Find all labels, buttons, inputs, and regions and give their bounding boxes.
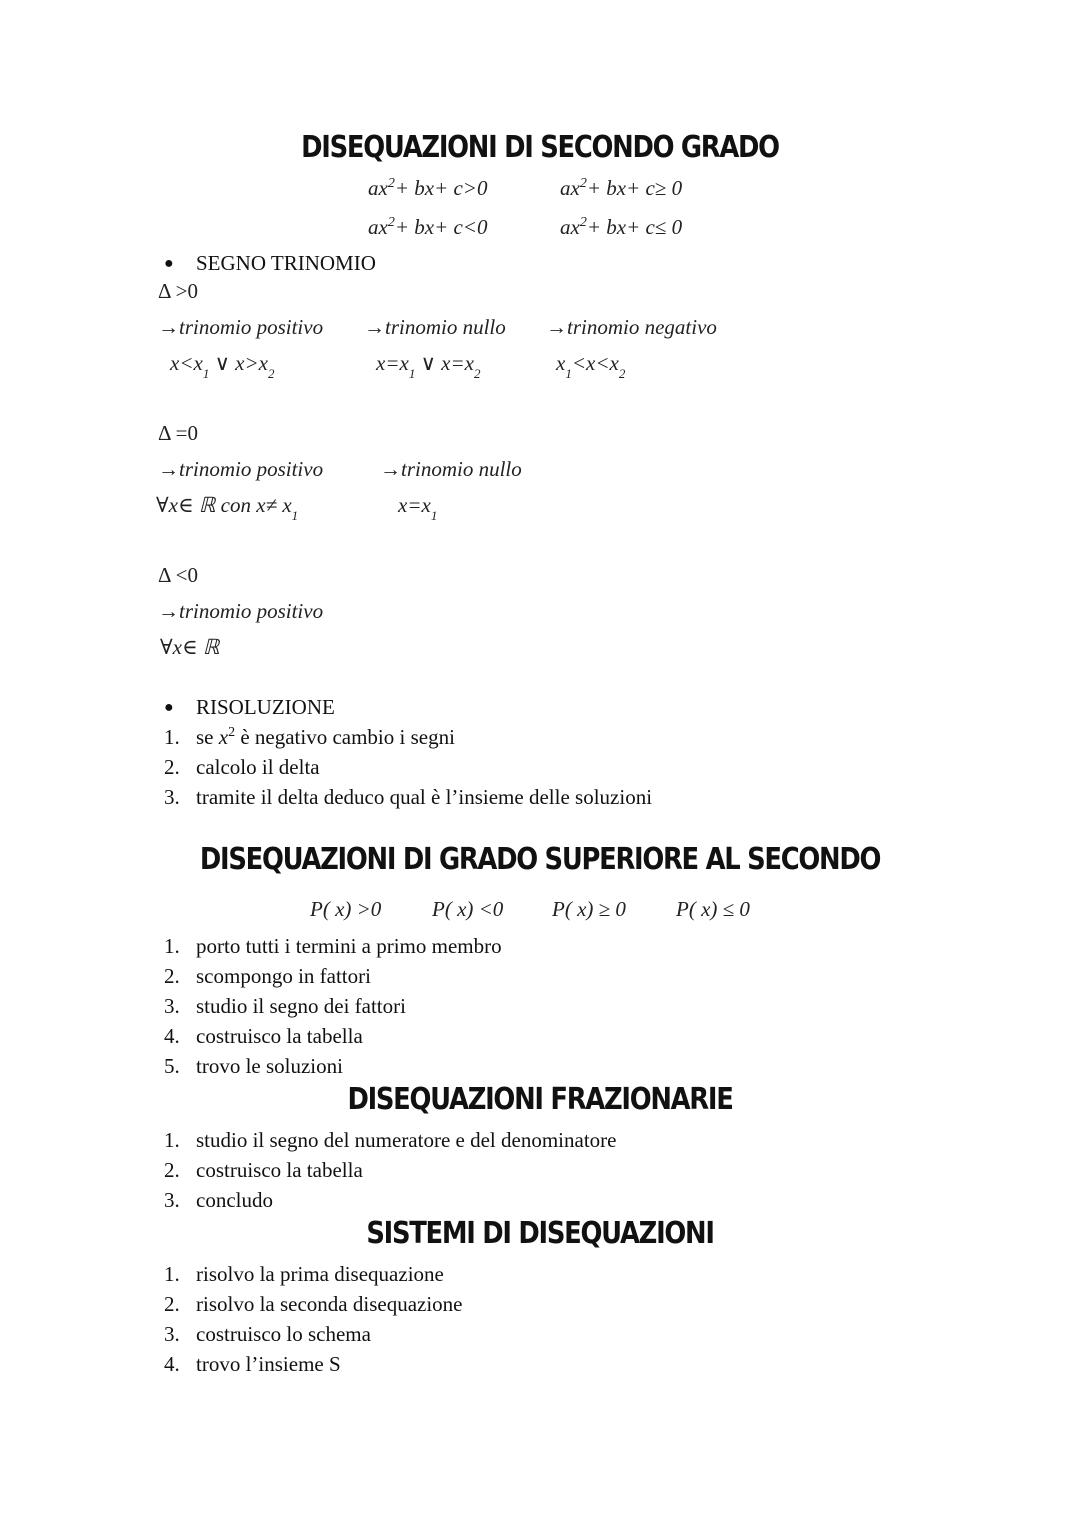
polynomial-ge: P( x) ≥ 0: [552, 897, 626, 921]
delta-negative: Δ <0: [158, 563, 198, 587]
list-item: 1. se $x^2$ è negativo cambio i segni: [164, 725, 455, 749]
list-item: 2. costruisco la tabella: [164, 1158, 363, 1182]
bullet-risoluzione: RISOLUZIONE: [196, 695, 335, 719]
delta-zero: Δ =0: [158, 421, 198, 445]
condition-between-roots: $x_1<x<x_2$: [556, 351, 626, 381]
condition-all-reals: ∀x∈ ℝ: [160, 635, 220, 659]
list-item: 3. studio il segno dei fattori: [164, 994, 406, 1018]
equation-gt: $ax^2+ bx+ c>0$: [368, 176, 488, 200]
polynomial-gt: P( x) >0: [310, 897, 382, 921]
condition-all-except-root: ∀x∈ ℝ con $x\ne x_1$: [156, 493, 299, 523]
list-item: 3. costruisco lo schema: [164, 1322, 371, 1346]
bullet-segno-trinomio: SEGNO TRINOMIO: [196, 251, 376, 275]
title-grado-superiore: DISEQUAZIONI DI GRADO SUPERIORE AL SECONDO: [199, 842, 881, 877]
list-item: 2. scompongo in fattori: [164, 964, 371, 988]
delta-positive: Δ >0: [158, 279, 198, 303]
list-item: 2. risolvo la seconda disequazione: [164, 1292, 463, 1316]
equation-lt: $ax^2+ bx+ c<0$: [368, 215, 488, 239]
condition-outside-roots: $x<x_1$ ∨ $x>x_2$: [170, 351, 275, 381]
list-item: 3. tramite il delta deduco qual è l’insieme delle soluzioni: [164, 785, 653, 809]
label-null: →trinomio nullo: [364, 315, 506, 339]
title-frazionarie: DISEQUAZIONI FRAZIONARIE: [347, 1082, 733, 1117]
title-secondo-grado: DISEQUAZIONI DI SECONDO GRADO: [301, 130, 779, 165]
title-sistemi: SISTEMI DI DISEQUAZIONI: [366, 1216, 714, 1251]
list-item: 5. trovo le soluzioni: [164, 1054, 343, 1078]
list-item: 1. porto tutti i termini a primo membro: [164, 934, 502, 958]
label-positive-2: →trinomio positivo: [158, 457, 324, 481]
condition-equal-root: $x=x_1$: [398, 493, 438, 523]
bullet-dot-2: ●: [164, 699, 174, 716]
label-positive: →trinomio positivo: [158, 315, 324, 339]
polynomial-le: P( x) ≤ 0: [676, 897, 750, 921]
equation-ge: $ax^2+ bx+ c\ge 0$: [560, 176, 683, 200]
equation-le: $ax^2+ bx+ c\le 0$: [560, 215, 683, 239]
polynomial-lt: P( x) <0: [432, 897, 504, 921]
list-item: 4. costruisco la tabella: [164, 1024, 363, 1048]
list-item: 1. risolvo la prima disequazione: [164, 1262, 444, 1286]
label-negative: →trinomio negativo: [546, 315, 717, 339]
label-null-2: →trinomio nullo: [380, 457, 522, 481]
condition-at-roots: $x=x_1$ ∨ $x=x_2$: [376, 351, 481, 381]
list-item: 2. calcolo il delta: [164, 755, 320, 779]
list-item: 1. studio il segno del numeratore e del denominatore: [164, 1128, 617, 1152]
label-positive-3: →trinomio positivo: [158, 599, 324, 623]
list-item: 4. trovo l’insieme S: [164, 1352, 341, 1376]
bullet-dot: ●: [164, 255, 174, 272]
list-item: 3. concludo: [164, 1188, 273, 1212]
